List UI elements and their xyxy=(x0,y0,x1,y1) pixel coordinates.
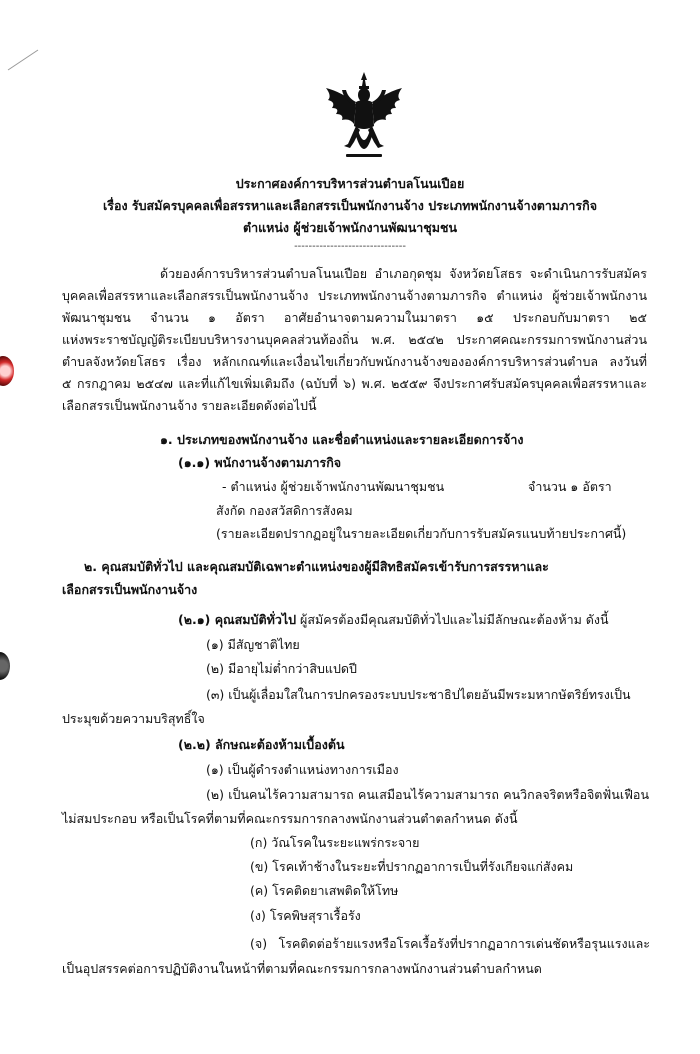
subject-line: เรื่อง รับสมัครบุคคลเพื่อสรรหาและเลือกสรรเป็นพนักงานจ้าง ประเภทพนักงานจ้างตามภารกิจ xyxy=(102,198,598,213)
section1-note: (รายละเอียดปรากฏอยู่ในรายละเอียดเกี่ยวกับการรับสมัครแนบท้ายประกาศนี้) xyxy=(216,526,627,541)
qualification-item: (๒) มีอายุไม่ต่ำกว่าสิบแปดปี xyxy=(206,661,357,676)
garuda-emblem-icon xyxy=(318,70,410,168)
qualification-item: (๓) เป็นผู้เลื่อมใสในการปกครองระบบประชาธิปไตยอันมีพระมหากษัตริย์ทรงเป็น xyxy=(206,687,631,702)
section1-heading: ๑. ประเภทของพนักงานจ้าง และชื่อตำแหน่งและรายละเอียดการจ้าง xyxy=(160,432,524,447)
section1-position: - ตำแหน่ง ผู้ช่วยเจ้าพนักงานพัฒนาชุมชน xyxy=(222,479,445,494)
intro-line: พัฒนาชุมชน จำนวน ๑ อัตรา อาศัยอำนาจตามความในมาตรา ๑๕ ประกอบกับมาตรา ๒๕ xyxy=(62,310,647,325)
section2-sub1-label: (๒.๑) คุณสมบัติทั่วไป xyxy=(178,612,297,627)
section1-department: สังกัด กองสวัสดิการสังคม xyxy=(216,503,353,518)
header-divider: ------------------------------- xyxy=(294,241,406,252)
binding-hole-mark xyxy=(0,652,10,680)
disease-item: (จ) โรคติดต่อร้ายแรงหรือโรคเรื้อรังที่ปรากฏอาการเด่นชัดหรือรุนแรงและ xyxy=(250,936,650,951)
qualification-item: (๑) มีสัญชาติไทย xyxy=(206,637,300,652)
section2-sub1 xyxy=(178,612,609,628)
prohibition-item: (๒) เป็นคนไร้ความสามารถ คนเสมือนไร้ความสามารถ คนวิกลจริตหรือจิตฟั่นเฟือน xyxy=(206,787,649,802)
intro-line: เลือกสรรเป็นพนักงานจ้าง รายละเอียดดังต่อไปนี้ xyxy=(62,398,317,413)
intro-line: ด้วยองค์การบริหารส่วนตำบลโนนเปือย อำเภอกุดชุม จังหวัดยโสธร จะดำเนินการรับสมัคร xyxy=(160,266,647,281)
org-announcement-title: ประกาศองค์การบริหารส่วนตำบลโนนเปือย xyxy=(235,176,465,191)
binding-hole-mark xyxy=(0,356,14,386)
disease-item-cont: เป็นอุปสรรคต่อการปฏิบัติงานในหน้าที่ตามที่คณะกรรมการกลางพนักงานส่วนตำบลกำหนด xyxy=(62,961,542,976)
pen-stroke-mark xyxy=(4,44,44,74)
section2-sub2: (๒.๒) ลักษณะต้องห้ามเบื้องต้น xyxy=(178,737,345,752)
disease-item: (ข) โรคเท้าช้างในระยะที่ปรากฏอาการเป็นที่รังเกียจแก่สังคม xyxy=(250,859,574,874)
intro-line: แห่งพระราชบัญญัติระเบียบบริหารงานบุคคลส่วนท้องถิ่น พ.ศ. ๒๕๔๒ ประกาศคณะกรรมการพนักงานส่วน xyxy=(62,332,647,347)
qualification-item-cont: ประมุขด้วยความบริสุทธิ์ใจ xyxy=(62,711,205,726)
section2-sub1-text: ผู้สมัครต้องมีคุณสมบัติทั่วไปและไม่มีลักษณะต้องห้าม ดังนี้ xyxy=(296,612,609,627)
intro-line: ๕ กรกฎาคม ๒๕๔๗ และที่แก้ไขเพิ่มเติมถึง (ฉบับที่ ๖) พ.ศ. ๒๕๕๙ จึงประกาศรับสมัครบุคคลเพื่อสรรหาและ xyxy=(62,376,647,391)
prohibition-item: (๑) เป็นผู้ดำรงตำแหน่งทางการเมือง xyxy=(206,762,399,777)
prohibition-item-cont: ไม่สมประกอบ หรือเป็นโรคที่ตามที่คณะกรรมการกลางพนักงานส่วนตำตลกำหนด ดังนี้ xyxy=(62,811,518,826)
section1-sub-heading: (๑.๑) พนักงานจ้างตามภารกิจ xyxy=(178,455,342,470)
disease-item: (ก) วัณโรคในระยะแพร่กระจาย xyxy=(250,835,420,850)
intro-line: บุคคลเพื่อสรรหาและเลือกสรรเป็นพนักงานจ้าง ประเภทพนักงานจ้างตามภารกิจ ตำแหน่ง ผู้ช่วยเจ้าพนักงาน xyxy=(62,288,647,303)
disease-item: (ง) โรคพิษสุราเรื้อรัง xyxy=(250,908,361,923)
position-line: ตำแหน่ง ผู้ช่วยเจ้าพนักงานพัฒนาชุมชน xyxy=(242,220,458,235)
disease-item: (ค) โรคติดยาเสพติดให้โทษ xyxy=(250,883,399,898)
section2-heading: ๒. คุณสมบัติทั่วไป และคุณสมบัติเฉพาะตำแหน่งของผู้มีสิทธิสมัครเข้ารับการสรรหาและ xyxy=(84,559,549,574)
intro-line: ตำบลจังหวัดยโสธร เรื่อง หลักเกณฑ์และเงื่อนไขเกี่ยวกับพนักงานจ้างขององค์การบริหารส่วนตำบล ลงวันที่ xyxy=(62,354,647,369)
section1-count: จำนวน ๑ อัตรา xyxy=(528,479,612,494)
section2-heading-cont: เลือกสรรเป็นพนักงานจ้าง xyxy=(62,582,198,597)
